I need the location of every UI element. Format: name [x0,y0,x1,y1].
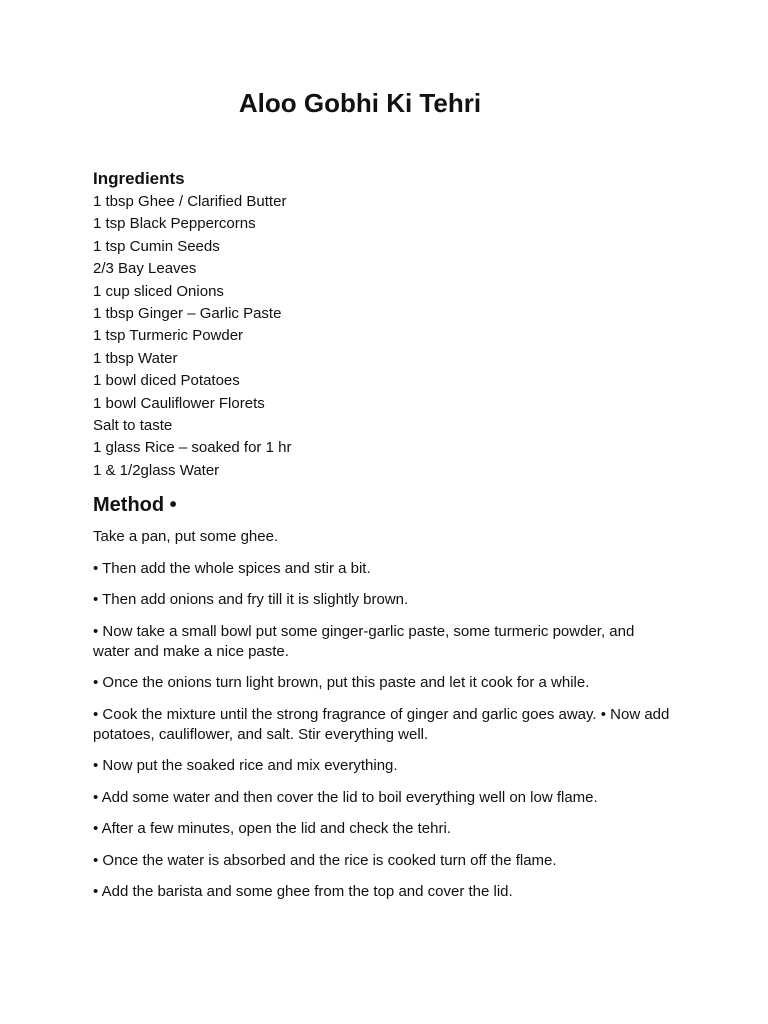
recipe-content [93,168,673,914]
ingredient-item: 1 bowl Cauliflower Florets [93,394,265,412]
ingredient-item: 1 bowl diced Potatoes [93,372,240,390]
ingredient-item: 1 tbsp Ghee / Clarified Butter [93,193,287,210]
ingredient-item: 1 tsp Cumin Seeds [93,237,220,255]
method-steps [93,527,673,902]
method-step: • Now put the soaked rice and mix everything. [93,757,398,775]
method-step: • Now take a small bowl put some ginger-garlic paste, some turmeric powder, and water and make a nice paste. [93,622,635,660]
method-step: • Add some water and then cover the lid to boil everything well on low flame. [93,788,598,806]
page-title: Aloo Gobhi Ki Tehri [238,88,482,118]
ingredient-item: 1 cup sliced Onions [93,282,224,300]
method-step: • Cook the mixture until the strong fragrance of ginger and garlic goes away. • Now add potatoes, cauliflower, and salt. Stir everything well. [93,705,670,743]
ingredient-item: 1 glass Rice – soaked for 1 hr [93,439,292,457]
ingredient-item: 2/3 Bay Leaves [93,260,197,278]
ingredient-item: 1 tbsp Ginger – Garlic Paste [93,305,282,323]
method-step: • Then add onions and fry till it is slightly brown. [93,591,409,609]
method-step: Take a pan, put some ghee. [93,528,279,546]
method-step: • Once the water is absorbed and the rice is cooked turn off the flame. [93,851,557,869]
ingredients-list [93,191,673,482]
method-step: • After a few minutes, open the lid and check the tehri. [93,820,451,838]
ingredient-item: 1 & 1/2glass Water [93,461,220,479]
ingredient-item: 1 tsp Black Peppercorns [93,215,256,233]
ingredient-item: 1 tbsp Water [93,349,178,367]
ingredients-heading: Ingredients [93,169,185,188]
method-step: • Then add the whole spices and stir a bit. [93,559,371,577]
ingredient-item: 1 tsp Turmeric Powder [93,327,244,345]
method-step: • Add the barista and some ghee from the top and cover the lid. [93,883,513,901]
method-heading: Method • [93,494,177,517]
method-step: • Once the onions turn light brown, put this paste and let it cook for a while. [93,674,590,692]
ingredient-item: Salt to taste [93,417,173,435]
